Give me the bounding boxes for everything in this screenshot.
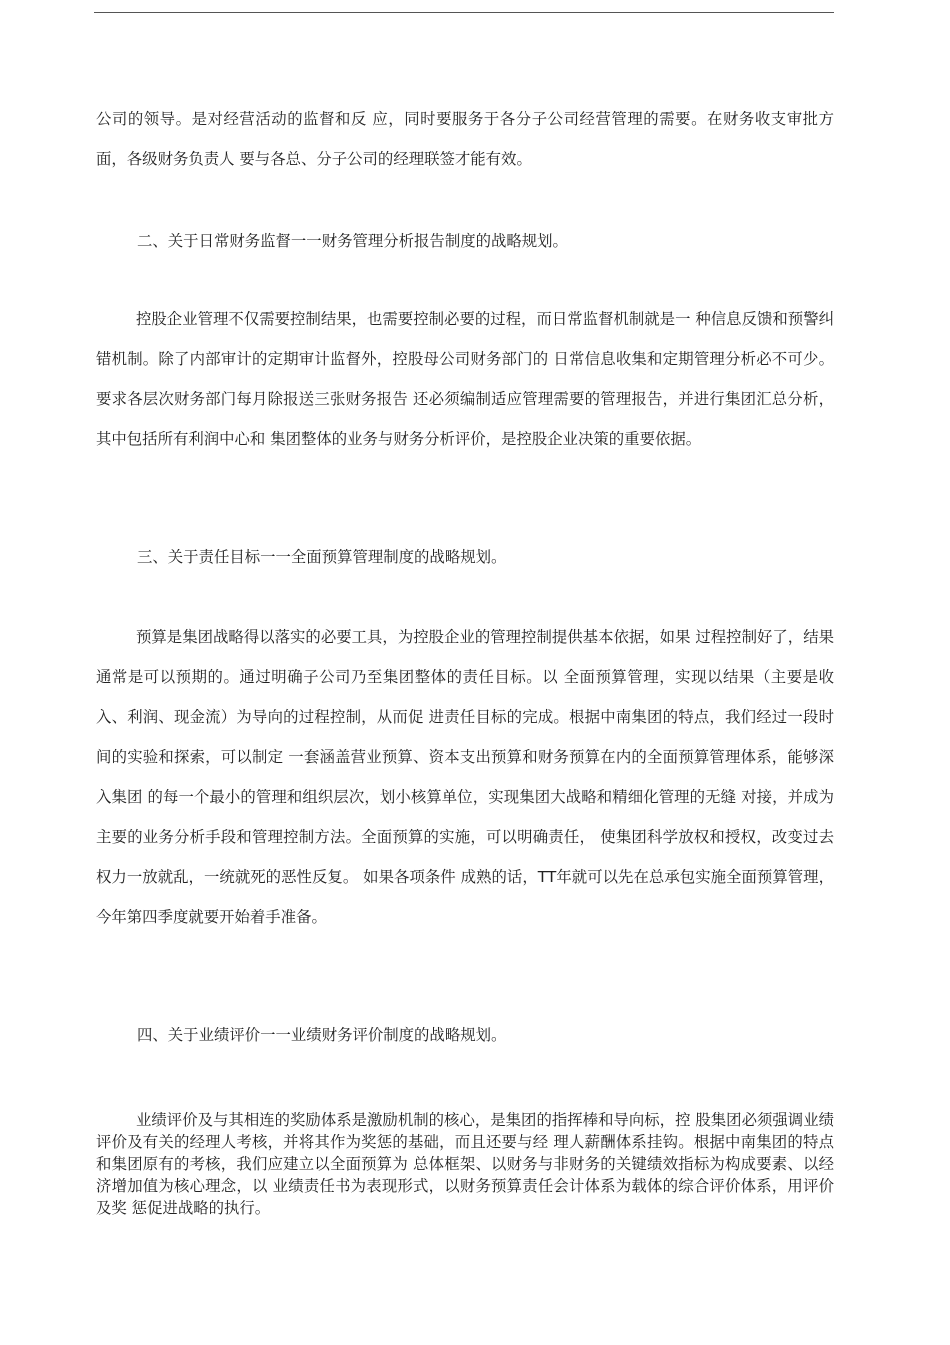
paragraph-section-4: 业绩评价及与其相连的奖励体系是激励机制的核心，是集团的指挥棒和导向标，控 股集团必须强调业绩评价及有关的经理人考核，并将其作为奖惩的基础，而且还要与经 理人薪酬体系挂钩。根据中南集团的特点和集团原有的考核，我们应建立以全面预算为 总体框架、以财务与非财务的关键绩效指标为构成要素、以经济增加值为核心理念，以 业绩责任书为表现形式，以财务预算责任会计体系为载体的综合评价体系，用评价及奖 惩促进战略的执行。 (96, 1111, 834, 1217)
section-heading-3: 三、关于责任目标一一全面预算管理制度的战略规划。 (137, 548, 507, 566)
section-heading-4: 四、关于业绩评价一一业绩财务评价制度的战略规划。 (137, 1026, 507, 1044)
paragraph-section-3: 预算是集团战略得以落实的必要工具，为控股企业的管理控制提供基本依据，如果 过程控制好了，结果通常是可以预期的。通过明确子公司乃至集团整体的责任目标。以 全面预算管理，实现以结果（主要是收入、利润、现金流）为导向的过程控制，从而促 进责任目标的完成。根据中南集团的特点，我们经过一段时间的实验和探索，可以制定 一套涵盖营业预算、资本支出预算和财务预算在内的全面预算管理体系，能够深入集团 的每一个最小的管理和组织层次，划小核算单位，实现集团大战略和精细化管理的无缝 对接，并成为主要的业务分析手段和管理控制方法。全面预算的实施，可以明确责任， 使集团科学放权和授权，改变过去权力一放就乱，一统就死的恶性反复。 如果各项条件 成熟的话，TT年就可以先在总承包实施全面预算管理，今年第四季度就要开始着手准备。 (96, 628, 834, 926)
section-heading-2: 二、关于日常财务监督一一财务管理分析报告制度的战略规划。 (137, 232, 568, 250)
paragraph-continuation: 公司的领导。是对经营活动的监督和反 应，同时要服务于各分子公司经营管理的需要。在财务收支审批方面，各级财务负责人 要与各总、分子公司的经理联签才能有效。 (96, 110, 834, 168)
header-rule (94, 12, 834, 13)
paragraph-section-2: 控股企业管理不仅需要控制结果，也需要控制必要的过程，而日常监督机制就是一 种信息反馈和预警纠错机制。除了内部审计的定期审计监督外，控股母公司财务部门的 日常信息收集和定期管理分析必不可少。要求各层次财务部门每月除报送三张财务报告 还必须编制适应管理需要的管理报告，并进行集团汇总分析，其中包括所有利润中心和 集团整体的业务与财务分析评价，是控股企业决策的重要依据。 (96, 310, 834, 448)
